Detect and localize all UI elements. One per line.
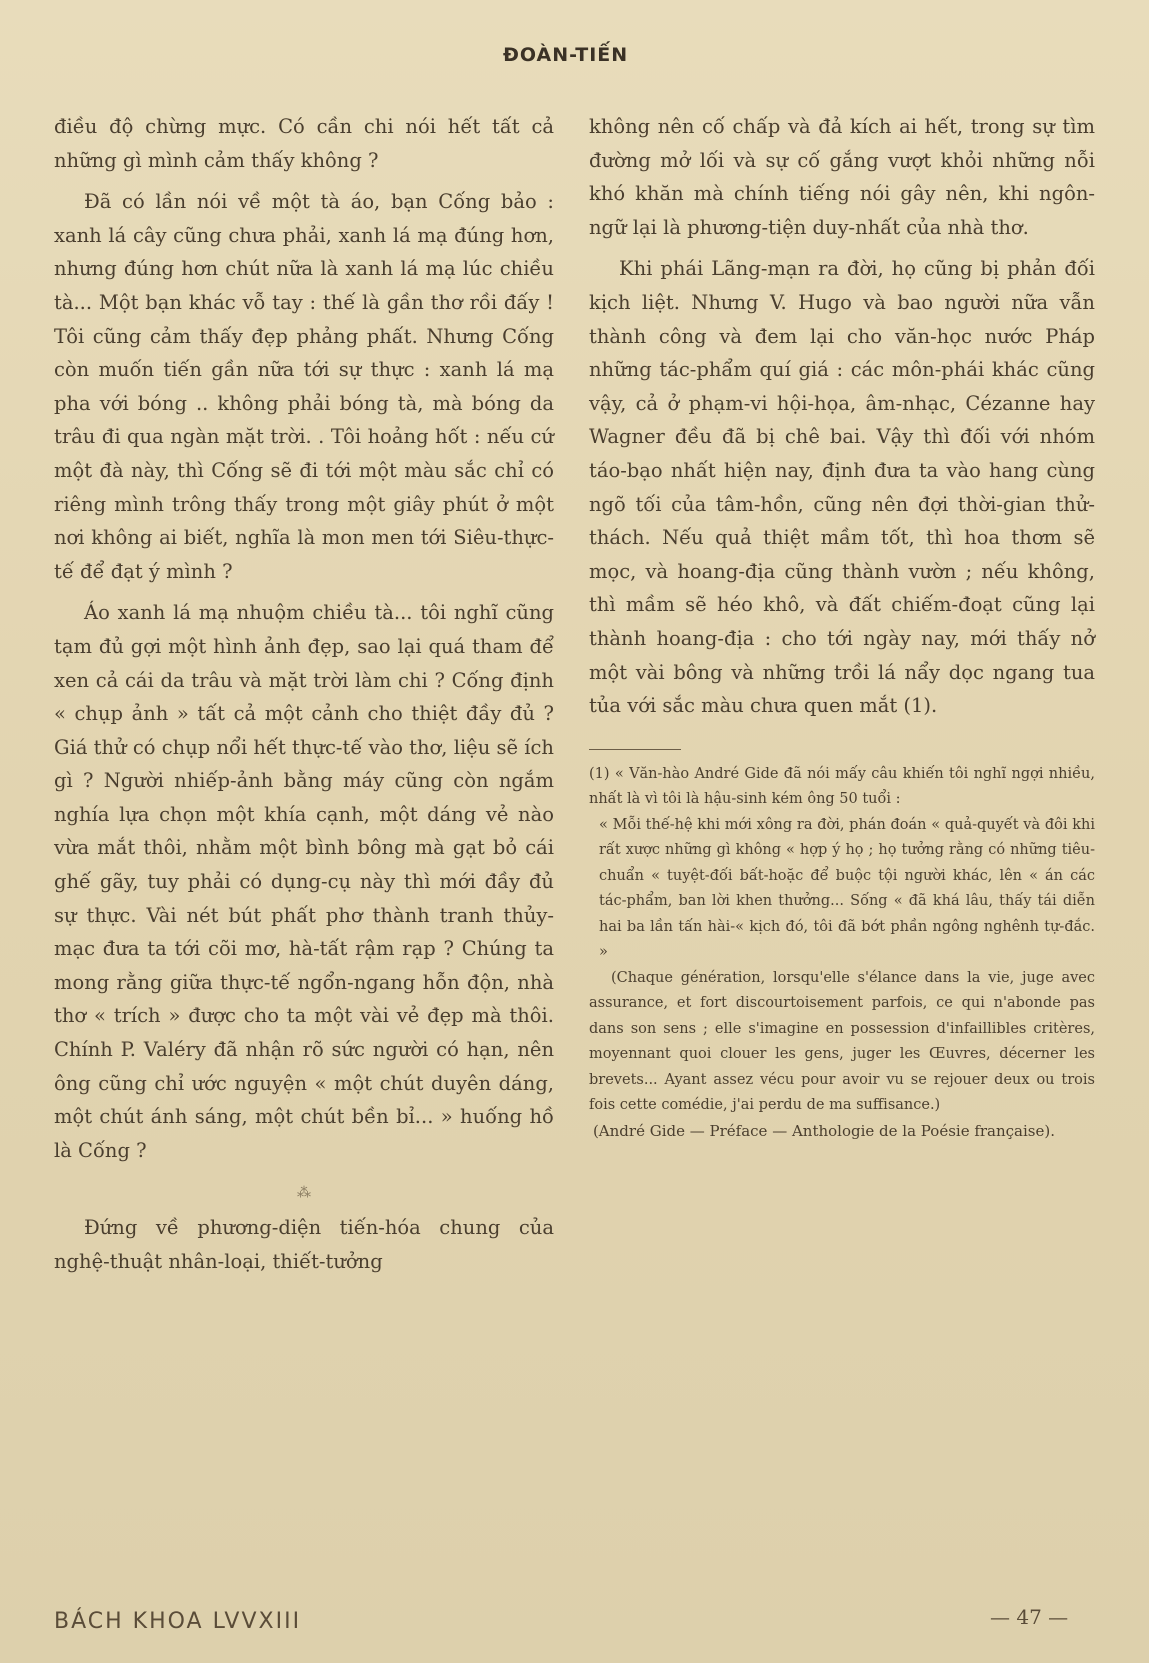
footnote-source: (André Gide — Préface — Anthologie de la Poésie française). [592, 1121, 1055, 1140]
footnote-quote: « Mỗi thế-hệ khi mới xông ra đời, phán đoán « quả-quyết và đôi khi rất xược những gì không « hợp ý họ ; họ tưởng rằng có những tiêu-chuẩn « tuyệt-đối bất-hoặc để buộc tội người khác, lên « án các tác-phẩm, ban lời khen thưởng... Sống « đã khá lâu, thấy tái diễn hai ba lần tấn hài-« kịch đó, tôi đã bớt phần ngông nghênh tự-đắc. » [599, 816, 1095, 961]
paragraph: Đã có lần nói về một tà áo, bạn Cống bảo : xanh lá cây cũng chưa phải, xanh lá mạ đúng hơn, nhưng đúng hơn chút nữa là xanh lá mạ lúc chiều tà... Một bạn khác vỗ tay : thế là gần thơ rồi đấy ! Tôi cũng cảm thấy đẹp phảng phất. Nhưng Cống còn muốn tiến gần nữa tới sự thực : xanh lá mạ pha với bóng .. không phải bóng tà, mà bóng da trâu đi qua ngàn mặt trời. . Tôi hoảng hốt : nếu cứ một đà này, thì Cống sẽ đi tới một màu sắc chỉ có riêng mình trông thấy trong một giây phút ở một nơi không ai biết, nghĩa là mon men tới Siêu-thực-tế để đạt ý mình ? [54, 190, 554, 583]
paragraph: Khi phái Lãng-mạn ra đời, họ cũng bị phản đối kịch liệt. Nhưng V. Hugo và bao người nữa vẫn thành công và đem lại cho văn-học nước Pháp những tác-phẩm quí giá : các môn-phái khác cũng vậy, cả ở phạm-vi hội-họa, âm-nhạc, Cézanne hay Wagner đều đã bị chê bai. Vậy thì đối với nhóm táo-bạo nhất hiện nay, định đưa ta vào hang cùng ngõ tối của tâm-hồn, cũng nên đợi thời-gian thử-thách. Nếu quả thiệt mầm tốt, thì hoa thơm sẽ mọc, và hoang-địa cũng thành vườn ; nếu không, thì mầm sẽ héo khô, và đất chiếm-đoạt cũng lại thành hoang-địa : cho tới ngày nay, mới thấy nở một vài bông và những trồi lá nẩy dọc ngang tua tủa với sắc màu chưa quen mắt (1). [589, 257, 1095, 718]
footnote-intro: (1) « Văn-hào André Gide đã nói mấy câu khiến tôi nghĩ ngợi nhiều, nhất là vì tôi là hậu-sinh kém ông 50 tuổi : [589, 765, 1095, 808]
paragraph: Đứng về phương-diện tiến-hóa chung của nghệ-thuật nhân-loại, thiết-tưởng [54, 1216, 554, 1273]
page-number: — 47 — [990, 1605, 1069, 1629]
paragraph: không nên cố chấp và đả kích ai hết, trong sự tìm đường mở lối và sự cố gắng vượt khỏi những nỗi khó khăn mà chính tiếng nói gây nên, khi ngôn-ngữ lại là phương-tiện duy-nhất của nhà thơ. [589, 115, 1095, 239]
right-column [589, 110, 1095, 1144]
footnote-french-original: (Chaque génération, lorsqu'elle s'élance dans la vie, juge avec assurance, et fort discourtoisement parfois, ce qui n'abonde pas dans son sens ; elle s'imagine en possession d'infaillibles critères, moyennant quoi clouer les gens, juger les Œuvres, décerner les brevets... Ayant assez vécu pour avoir vu se rejouer deux ou trois fois cette comédie, j'ai perdu de ma suffisance.) [589, 969, 1095, 1114]
paragraph: điều độ chừng mực. Có cần chi nói hết tất cả những gì mình cảm thấy không ? [54, 115, 554, 172]
footnote-divider [589, 749, 681, 750]
running-header: ĐOÀN-TIẾN [503, 44, 629, 66]
paragraph: Áo xanh lá mạ nhuộm chiều tà... tôi nghĩ cũng tạm đủ gợi một hình ảnh đẹp, sao lại quá tham để xen cả cái da trâu và mặt trời làm chi ? Cống định « chụp ảnh » tất cả một cảnh cho thiệt đầy đủ ? Giá thử có chụp nổi hết thực-tế vào thơ, liệu sẽ ích gì ? Người nhiếp-ảnh bằng máy cũng còn ngắm nghía lựa chọn một khía cạnh, một dáng vẻ nào vừa mắt thôi, nhằm một bình bông mà gạt bỏ cái ghế gãy, tuy phải có dụng-cụ này thì mới đầy đủ sự thực. Vài nét bút phất phơ thành tranh thủy-mạc đưa ta tới cõi mơ, hà-tất rậm rạp ? Chúng ta mong rằng giữa thực-tế ngổn-ngang hỗn độn, nhà thơ « trích » được cho ta một vài vẻ đẹp mà thôi. Chính P. Valéry đã nhận rõ sức người có hạn, nên ông cũng chỉ ước nguyện « một chút duyên dáng, một chút ánh sáng, một chút bền bỉ... » huống hồ là Cống ? [54, 601, 554, 1162]
section-separator: ⁂ [297, 1185, 311, 1202]
footnote [589, 762, 1095, 1145]
left-column [54, 110, 554, 1279]
publication-footer: BÁCH KHOA LVVXIII [54, 1609, 302, 1634]
